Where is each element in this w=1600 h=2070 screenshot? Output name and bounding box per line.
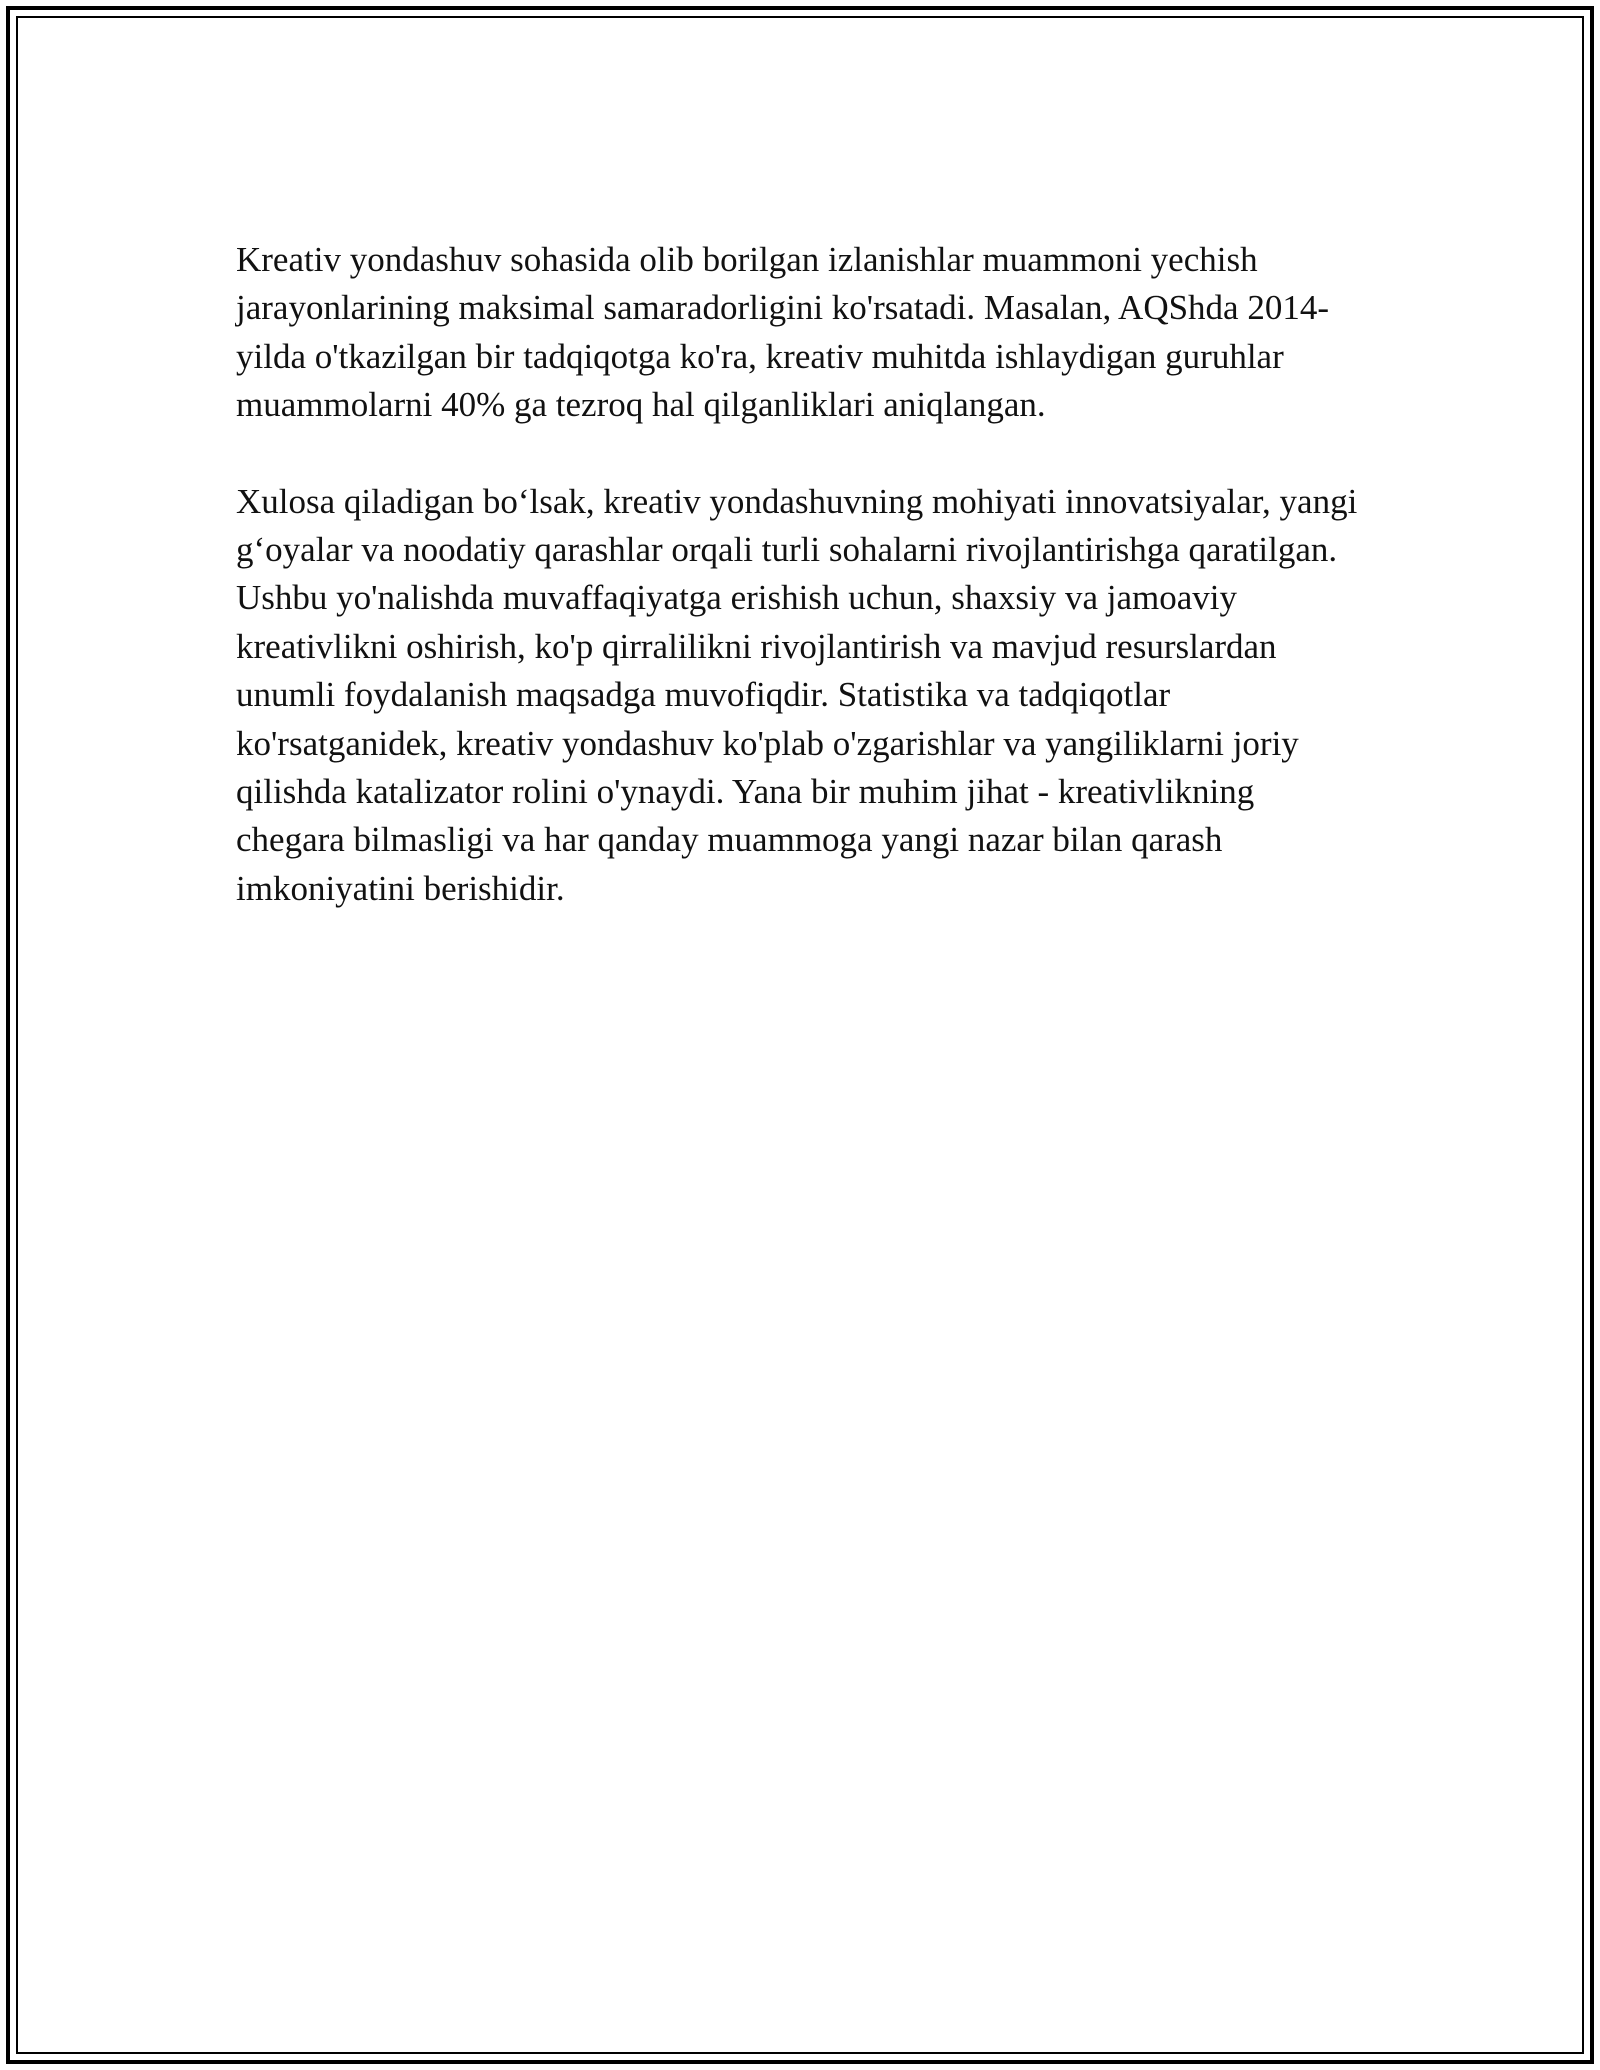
paragraph-2: Xulosa qiladigan bo‘lsak, kreativ yondashuvning mohiyati innovatsiyalar, yangi g‘oyalar va noodatiy qarashlar orqali turli sohalarni rivojlantirishga qaratilgan. Ushbu yo'nalishda muvaffaqiyatga erishish uchun, shaxsiy va jamoaviy kreativlikni oshirish, ko'p qirralilikni rivojlantirish va mavjud resurslardan unumli foydalanish maqsadga muvofiqdir. Statistika va tadqiqotlar ko'rsatganidek, kreativ yondashuv ko'plab o'zgarishlar va yangiliklarni joriy qilishda katalizator rolini o'ynaydi. Yana bir muhim jihat - kreativlikning chegara bilmasligi va har qanday muammoga yangi nazar bilan qarash imkoniyatini berishidir. [236,481,1358,908]
paragraph-1: Kreativ yondashuv sohasida olib borilgan izlanishlar muammoni yechish jarayonlarining maksimal samaradorligini ko'rsatadi. Masalan, AQShda 2014-yilda o'tkazilgan bir tadqiqotga ko'ra, kreativ muhitda ishlaydigan guruhlar muammolarni 40% ga tezroq hal qilganliklari aniqlangan. [236,240,1329,425]
document-body [236,236,1366,961]
